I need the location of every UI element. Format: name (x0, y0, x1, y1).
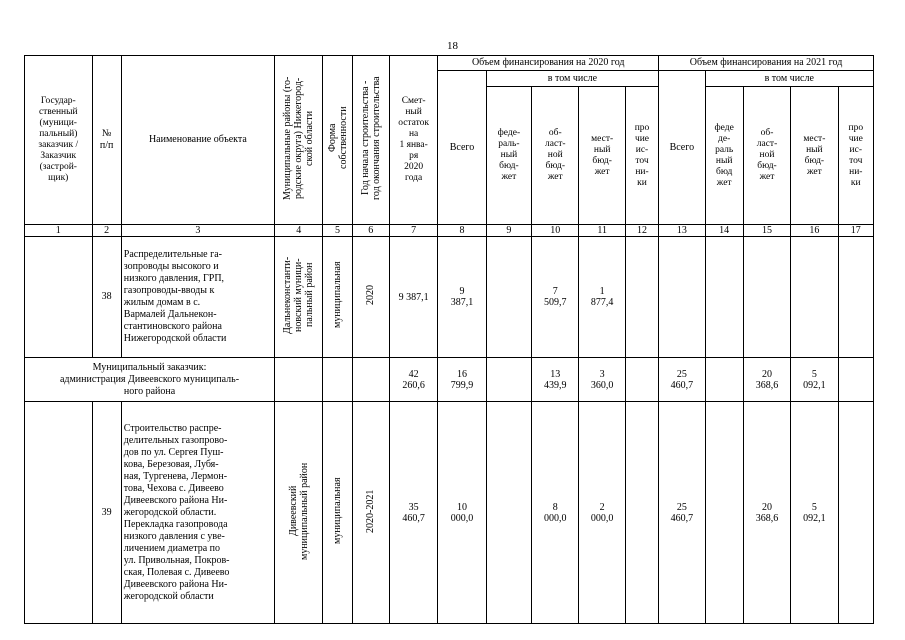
header-incl-2021: в том числе (705, 71, 873, 87)
ownership-cell (323, 237, 352, 358)
header-district-text: Муниципальные районы (го- родские округа) Нижегород- ской области (282, 76, 316, 200)
header-local-2020: мест- ный бюд- жет (579, 87, 625, 225)
header-num: № п/п (92, 56, 121, 225)
header-balance: Смет- ный остаток на 1 янва- ря 2020 года (389, 56, 437, 225)
district-cell (275, 237, 323, 358)
col-number: 17 (838, 225, 873, 237)
empty-cell (323, 358, 352, 402)
header-total-2021: Всего (659, 71, 705, 225)
col-number: 1 (25, 225, 93, 237)
local-2021-value: 5 092,1 (791, 402, 838, 624)
col-number: 10 (532, 225, 579, 237)
balance-value: 42 260,6 (389, 358, 437, 402)
federal-2020-value (486, 402, 531, 624)
years-text: 2020 (365, 285, 377, 305)
col-number: 3 (121, 225, 274, 237)
header-fin-2020: Объем финансирования на 2020 год (438, 56, 659, 71)
table-row (25, 237, 874, 358)
federal-2020-value (486, 237, 531, 358)
header-other-2020: про чие ис- точ ни- ки (625, 87, 658, 225)
col-number: 8 (438, 225, 486, 237)
total-2020-value: 16 799,9 (438, 358, 486, 402)
local-2020-value: 3 360,0 (579, 358, 625, 402)
customer-subtotal-row (25, 358, 874, 402)
col-number: 11 (579, 225, 625, 237)
col-number: 14 (705, 225, 743, 237)
col-number: 12 (625, 225, 658, 237)
header-customer: Государ- ственный (муници- пальный) заказчик / Заказчик (застрой- щик) (25, 56, 93, 225)
district-text: Дальнеконстанти- новский муници- пальный район (282, 256, 316, 334)
other-2020-value (625, 402, 658, 624)
ownership-cell (323, 402, 352, 624)
other-2020-value (625, 358, 658, 402)
ownership-text: муниципальная (332, 477, 344, 544)
federal-2021-value (705, 237, 743, 358)
col-number: 15 (743, 225, 790, 237)
federal-2021-value (705, 402, 743, 624)
col-number: 9 (486, 225, 531, 237)
other-2021-value (838, 402, 873, 624)
page-number: 18 (447, 40, 458, 52)
years-cell (352, 237, 389, 358)
header-regional-2021: об- ласт- ной бюд- жет (743, 87, 790, 225)
regional-2020-value: 13 439,9 (532, 358, 579, 402)
column-numbers-row (25, 225, 874, 237)
header-district (275, 56, 323, 225)
district-text: Дивеевский муниципальный район (287, 461, 310, 560)
regional-2021-value (743, 237, 790, 358)
row-customer-cell (25, 402, 93, 624)
col-number: 4 (275, 225, 323, 237)
local-2021-value (791, 237, 838, 358)
row-customer-cell (25, 237, 93, 358)
total-2021-value: 25 460,7 (659, 402, 705, 624)
district-cell (275, 402, 323, 624)
col-number: 7 (389, 225, 437, 237)
table-row (25, 402, 874, 624)
empty-cell (275, 358, 323, 402)
local-2020-value: 1 877,4 (579, 237, 625, 358)
total-2021-value (659, 237, 705, 358)
empty-cell (352, 358, 389, 402)
header-federal-2020: феде- раль- ный бюд- жет (486, 87, 531, 225)
other-2021-value (838, 237, 873, 358)
balance-value: 9 387,1 (389, 237, 437, 358)
header-years (352, 56, 389, 225)
row-number: 38 (92, 237, 121, 358)
header-incl-2020: в том числе (486, 71, 658, 87)
object-name: Строительство распре- делительных газопрово- дов по ул. Сергея Пуш- кова, Березовая, Лубя- ная, Тургенева, Лермон- това, Чехова с. Дивеево Дивеевского района Ни- жегородской области. Перекладка газопровода низкого давления с уве- личением диаметра по ул. Привольная, Покров- ская, Полевая с. Дивеево Дивеевского района Ни- жегородской области (121, 402, 274, 624)
row-number: 39 (92, 402, 121, 624)
ownership-text: муниципальная (332, 261, 344, 329)
col-number: 6 (352, 225, 389, 237)
other-2021-value (838, 358, 873, 402)
total-2021-value: 25 460,7 (659, 358, 705, 402)
regional-2021-value: 20 368,6 (743, 358, 790, 402)
local-2020-value: 2 000,0 (579, 402, 625, 624)
object-name: Распределительные га- зопроводы высокого и низкого давления, ГРП, газопроводы-вводы к жилым домам в с. Вармалей Дальнекон- стантиновского района Нижегородской области (121, 237, 274, 358)
header-fin-2021: Объем финансирования на 2021 год (659, 56, 874, 71)
header-ownership-text: Форма собственности (326, 106, 349, 170)
header-total-2020: Всего (438, 71, 486, 225)
local-2021-value: 5 092,1 (791, 358, 838, 402)
header-other-2021: про чие ис- точ ни- ки (838, 87, 873, 225)
regional-2020-value: 8 000,0 (532, 402, 579, 624)
total-2020-value: 10 000,0 (438, 402, 486, 624)
header-federal-2021: феде де- раль ный бюд жет (705, 87, 743, 225)
regional-2020-value: 7 509,7 (532, 237, 579, 358)
col-number: 2 (92, 225, 121, 237)
header-ownership (323, 56, 352, 225)
federal-2020-value (486, 358, 531, 402)
col-number: 13 (659, 225, 705, 237)
years-text: 2020-2021 (365, 488, 377, 533)
federal-2021-value (705, 358, 743, 402)
regional-2021-value: 20 368,6 (743, 402, 790, 624)
header-regional-2020: об- ласт- ной бюд- жет (532, 87, 579, 225)
other-2020-value (625, 237, 658, 358)
header-local-2021: мест- ный бюд- жет (791, 87, 838, 225)
col-number: 5 (323, 225, 352, 237)
header-object-name: Наименование объекта (121, 56, 274, 225)
col-number: 16 (791, 225, 838, 237)
header-years-text: Год начала строительства - год окончания строительства (359, 76, 382, 200)
total-2020-value: 9 387,1 (438, 237, 486, 358)
customer-label: Муниципальный заказчик: администрация Дивеевского муниципаль- ного района (25, 358, 275, 402)
balance-value: 35 460,7 (389, 402, 437, 624)
years-cell (352, 402, 389, 624)
financing-table (24, 55, 874, 624)
